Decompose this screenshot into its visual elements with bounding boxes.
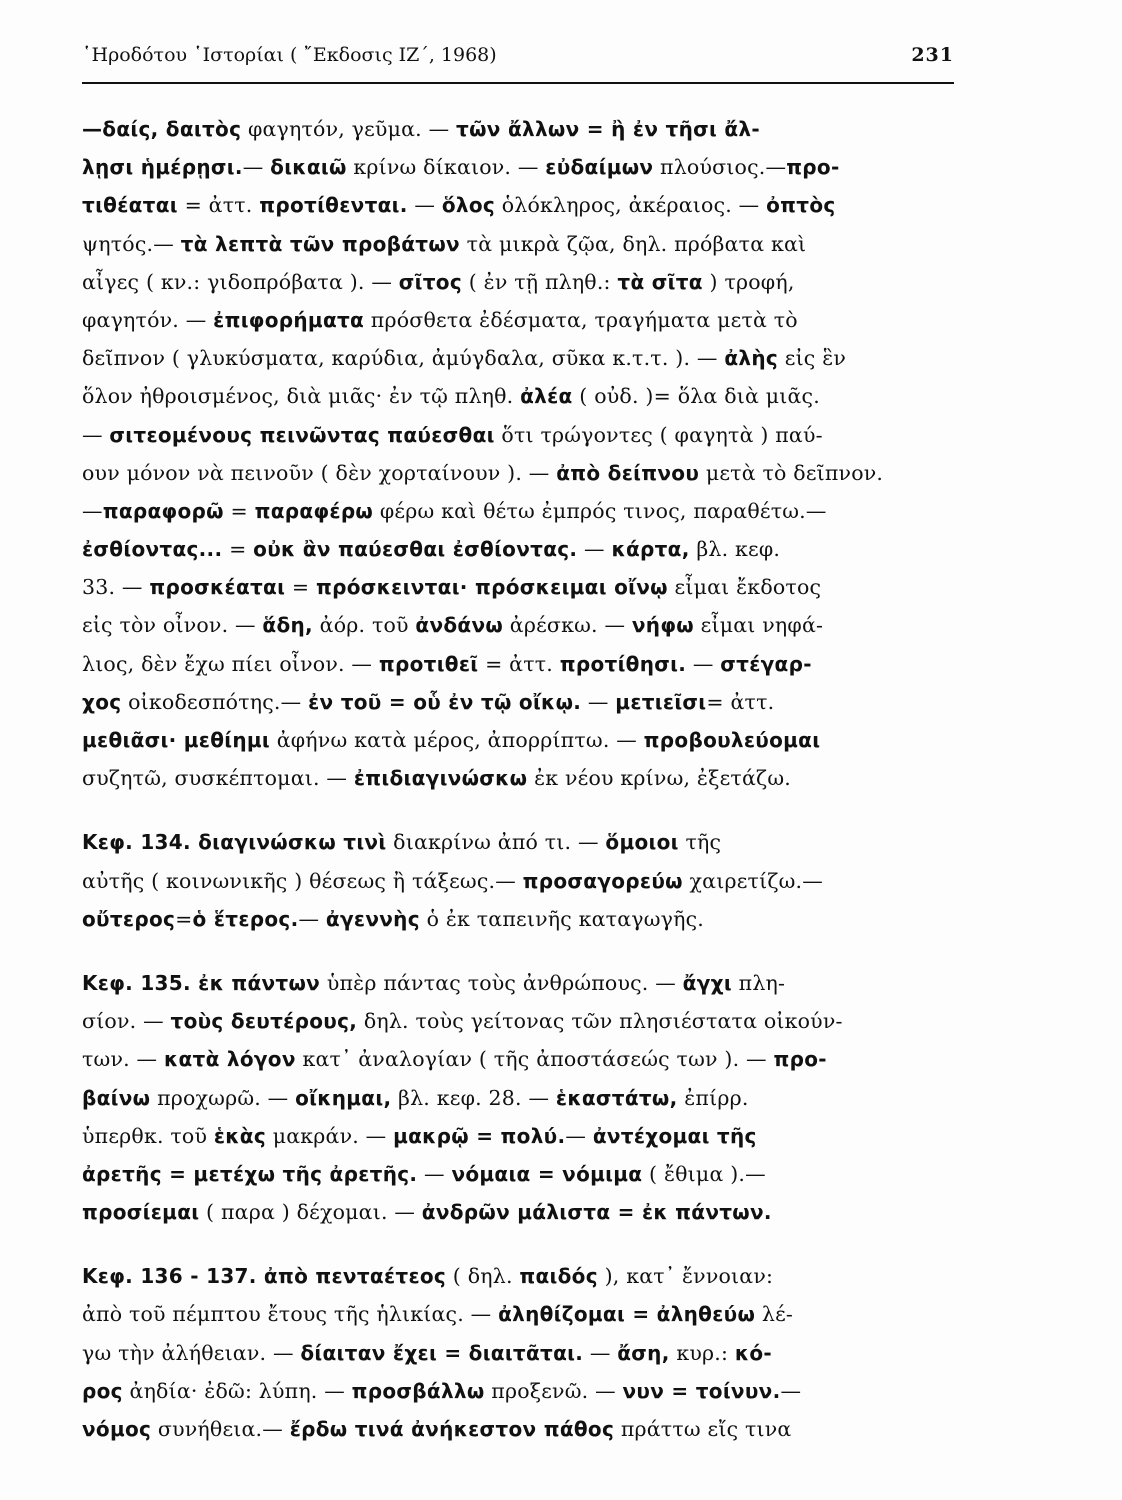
gloss-text: ) τροφή,: [702, 269, 795, 294]
gloss-text: —: [577, 537, 612, 562]
headword: ὅμοιοι: [605, 830, 679, 855]
text-line: [82, 186, 967, 224]
gloss-text: ὑπὲρ πάντας τοὺς ἀνθρώπους. —: [320, 970, 683, 995]
gloss-text: εἶμαι ἔκδοτος: [667, 575, 822, 600]
headword: πρόσκεινται· πρόσκειμαι οἴνῳ: [316, 575, 668, 600]
headword: ἀρετῆς = μετέχω τῆς ἀρετῆς.: [82, 1161, 418, 1186]
gloss-text: ( δηλ.: [446, 1264, 520, 1289]
text-line: [82, 225, 967, 263]
gloss-text: ( ἔθιμα ).—: [642, 1161, 766, 1186]
gloss-text: φέρω καὶ θέτω ἐμπρός τινος, παραθέτω.—: [373, 498, 827, 523]
headword: ἔρδω τινά ἀνήκεστον πάθος: [289, 1417, 615, 1441]
headword: ἀληθίζομαι = ἀληθεύω: [498, 1302, 756, 1327]
text-line: [82, 492, 967, 530]
gloss-text: ἀρέσκω. —: [503, 613, 632, 638]
headword: νόμαια = νόμιμα: [451, 1161, 643, 1186]
headword: προτίθησι.: [559, 651, 687, 676]
headword: Κεφ. 135. ἐκ πάντων: [82, 970, 321, 995]
headword: Κεφ. 134. διαγινώσκω τινὶ: [82, 830, 387, 855]
gloss-text: —: [565, 1123, 593, 1148]
headword: τιθέαται: [82, 193, 178, 218]
running-title: ῾Ηροδότου ῾Ιστορίαι ( ῎Εκδοσις ΙΖ΄, 1968): [82, 44, 497, 66]
gloss-text: —: [82, 498, 103, 523]
text-line: [82, 568, 967, 606]
headword: ὅλος: [441, 193, 496, 218]
text-line: [82, 1410, 967, 1448]
gloss-text: ὅτι τρώγοντες ( φαγητὰ ) παύ-: [494, 422, 823, 447]
gloss-text: = ἀττ.: [478, 651, 560, 676]
text-line: [82, 1257, 967, 1295]
headword: οὔτερος: [82, 906, 176, 931]
gloss-text: συζητῶ, συσκέπτομαι. —: [82, 766, 354, 791]
text-line: [82, 416, 967, 454]
gloss-text: λιος, δὲν ἔχω πίει οἶνον. —: [82, 651, 379, 676]
gloss-text: ( ἐν τῇ πληθ.:: [462, 269, 618, 294]
headword: νόμος: [82, 1417, 152, 1441]
gloss-text: =: [223, 498, 255, 523]
headword: λῃσι ἡμέρῃσι.: [82, 155, 243, 180]
headword: τῶν ἄλλων = ἢ ἐν τῆσι ἄλ-: [456, 117, 760, 141]
headword: προσαγορεύω: [522, 868, 683, 893]
headword: προβουλεύομαι: [643, 728, 821, 752]
headword: ἀπὸ δείπνου: [556, 460, 700, 485]
headword: σιτεομένους πεινῶντας παύεσθαι: [109, 422, 495, 447]
gloss-text: πράττω εἴς τινα: [614, 1417, 792, 1441]
gloss-text: εἰς τὸν οἶνον. —: [82, 613, 263, 638]
headword: προ-: [773, 1047, 827, 1072]
gloss-text: διακρίνω ἀπό τι. —: [386, 830, 606, 855]
gloss-text: ( παρα ) δέχομαι. —: [199, 1200, 422, 1225]
gloss-text: βλ. κεφ. 28. —: [391, 1085, 556, 1110]
headword: οὐκ ἂν παύεσθαι ἐσθίοντας.: [253, 537, 578, 562]
gloss-text: —: [407, 193, 442, 218]
headword: ἀνδρῶν μάλιστα = ἐκ πάντων.: [421, 1200, 772, 1225]
text-line: [82, 1193, 967, 1231]
gloss-text: ἀπὸ τοῦ πέμπτου ἔτους τῆς ἡλικίας. —: [82, 1302, 499, 1327]
gloss-text: των. —: [82, 1047, 164, 1072]
headword: μετιεῖσι: [615, 689, 707, 714]
headword: προσκέαται: [149, 575, 286, 600]
gloss-text: πλη-: [731, 970, 786, 995]
headword: ρος: [82, 1378, 123, 1403]
section-ch135: [82, 964, 967, 1231]
gloss-text: 33. —: [82, 575, 150, 600]
gloss-text: ἀηδία· ἐδῶ: λύπη. —: [122, 1378, 352, 1403]
gloss-text: —: [583, 1340, 618, 1365]
gloss-text: —: [780, 1378, 802, 1403]
headword: οἴκημαι,: [295, 1085, 392, 1110]
gloss-text: —: [82, 422, 110, 447]
headword: ἄγχι: [682, 970, 732, 995]
headword: ἑκαστάτω,: [555, 1085, 678, 1110]
headword: ἀντέχομαι τῆς: [592, 1123, 757, 1148]
text-line: [82, 1372, 967, 1410]
text-line: [82, 301, 967, 339]
text-line: [82, 263, 967, 301]
headword: προτίθενται.: [259, 193, 408, 218]
headword: δικαιῶ: [270, 155, 347, 180]
text-line: [82, 1334, 967, 1372]
headword: δίαιταν ἔχει = διαιτᾶται.: [300, 1340, 584, 1365]
gloss-text: ὑπερθκ. τοῦ: [82, 1123, 214, 1148]
headword: εὐδαίμων: [545, 155, 654, 180]
gloss-text: λέ-: [755, 1302, 794, 1327]
text-line: [82, 862, 967, 900]
headword: ἄση,: [617, 1340, 670, 1365]
gloss-text: =: [175, 906, 193, 931]
gloss-text: —: [242, 155, 271, 180]
section-ch136-137: [82, 1257, 967, 1448]
text-line: [82, 377, 967, 415]
headword: τὰ σῖτα: [617, 269, 703, 294]
section-ch134: [82, 823, 967, 938]
gloss-text: πλούσιος.—: [653, 155, 787, 180]
text-line: [82, 964, 967, 1002]
gloss-text: ὁλόκληρος, ἀκέραιος. —: [495, 193, 767, 218]
gloss-text: ουν μόνον νὰ πεινοῦν ( δὲν χορταίνουν ). —: [82, 460, 557, 485]
text-line: [82, 530, 967, 568]
headword: μακρῷ = πολύ.: [393, 1123, 566, 1148]
text-line: [82, 1040, 967, 1078]
headword: παραφέρω: [254, 498, 374, 523]
gloss-text: σίον. —: [82, 1009, 171, 1034]
gloss-text: αὐτῆς ( κοινωνικῆς ) θέσεως ἢ τάξεως.—: [82, 868, 523, 893]
gloss-text: =: [222, 537, 254, 562]
running-header: [82, 44, 954, 66]
headword: —δαίς, δαιτὸς: [82, 117, 242, 141]
gloss-text: μετὰ τὸ δεῖπνον.: [699, 460, 884, 485]
gloss-text: = ἀττ.: [177, 193, 260, 218]
gloss-text: εἶμαι νηφά-: [693, 613, 824, 638]
gloss-text: τῆς: [678, 830, 722, 855]
text-line: [82, 683, 967, 721]
gloss-text: εἰς ἓν: [778, 346, 847, 371]
headword: τοὺς δευτέρους,: [170, 1009, 358, 1034]
gloss-text: κατ᾽ ἀναλογίαν ( τῆς ἀποστάσεώς των ). —: [295, 1047, 774, 1072]
gloss-text: ἐπίρρ.: [677, 1085, 749, 1110]
headword: νήφω: [631, 613, 694, 638]
headword: ἐπιδιαγινώσκω: [353, 766, 528, 791]
headword: ἀγεννὴς: [325, 906, 420, 931]
headword: νυν = τοίνυν.: [622, 1378, 781, 1403]
gloss-text: κρίνω δίκαιον. —: [346, 155, 546, 180]
headword: ἐσθίοντας...: [82, 537, 223, 562]
gloss-text: =: [285, 575, 316, 600]
gloss-text: —: [417, 1161, 452, 1186]
text-line: [82, 454, 967, 492]
text-line: [82, 900, 967, 938]
gloss-text: κυρ.:: [669, 1340, 735, 1365]
gloss-text: δεῖπνον ( γλυκύσματα, καρύδια, ἀμύγδαλα, σῦκα κ.τ.τ. ). —: [82, 346, 725, 371]
gloss-text: δηλ. τοὺς γείτονας τῶν πλησιέστατα οἰκούν-: [357, 1009, 843, 1034]
gloss-text: χαιρετίζω.—: [682, 868, 823, 893]
text-line: [82, 823, 967, 861]
headword: χος: [82, 689, 122, 714]
text-line: [82, 1079, 967, 1117]
gloss-text: ( οὐδ. )= ὅλα διὰ μιᾶς.: [572, 384, 820, 409]
page-body: [82, 110, 967, 1474]
gloss-text: προξενῶ. —: [484, 1378, 623, 1403]
text-line: [82, 645, 967, 683]
gloss-text: φαγητόν. —: [82, 307, 214, 332]
text-line: [82, 148, 967, 186]
headword: προσίεμαι: [82, 1200, 200, 1225]
text-line: [82, 759, 967, 797]
gloss-text: ὁ ἐκ ταπεινῆς καταγωγῆς.: [419, 906, 704, 931]
gloss-text: ψητός.—: [82, 231, 181, 256]
gloss-text: συνήθεια.—: [151, 1417, 290, 1441]
headword: τὰ λεπτὰ τῶν προβάτων: [180, 231, 460, 256]
text-line: [82, 606, 967, 644]
headword: σῖτος: [398, 269, 462, 294]
page-number: 231: [911, 44, 954, 66]
headword: προτιθεῖ: [378, 651, 479, 676]
headword: ἀλὴς: [724, 346, 779, 371]
gloss-text: γω τὴν ἀλήθειαν. —: [82, 1340, 301, 1365]
gloss-text: ὅλον ἠθροισμένος, διὰ μιᾶς· ἐν τῷ πληθ.: [82, 384, 521, 409]
headword: παραφορῶ: [102, 498, 224, 523]
headword: ἀλέα: [520, 384, 573, 409]
headword: ὀπτὸς: [766, 193, 836, 218]
section-ch133: [82, 110, 967, 797]
headword: κατὰ λόγον: [163, 1047, 296, 1072]
gloss-text: πρόσθετα ἐδέσματα, τραγήματα μετὰ τὸ: [364, 307, 798, 332]
text-line: [82, 1155, 967, 1193]
headword: μεθιᾶσι· μεθίημι: [82, 728, 270, 752]
headword: ἀνδάνω: [415, 613, 504, 638]
gloss-text: ἀόρ. τοῦ: [312, 613, 416, 638]
gloss-text: φαγητόν, γεῦμα. —: [241, 117, 457, 141]
headword: κάρτα,: [611, 537, 690, 562]
gloss-text: = ἀττ.: [706, 689, 775, 714]
headword: ἑκὰς: [213, 1123, 266, 1148]
headword: ἐπιφορήματα: [213, 307, 365, 332]
headword: βαίνω: [82, 1085, 151, 1110]
headword: παιδός: [519, 1264, 598, 1289]
headword: ὁ ἕτερος.: [192, 906, 299, 931]
gloss-text: μακράν. —: [266, 1123, 394, 1148]
headword: ἐν τοῦ = οὗ ἐν τῷ οἴκῳ.: [308, 689, 582, 714]
gloss-text: ), κατ᾽ ἔννοιαν:: [597, 1264, 774, 1289]
gloss-text: προχωρῶ. —: [150, 1085, 296, 1110]
gloss-text: —: [581, 689, 616, 714]
text-line: [82, 110, 967, 148]
gloss-text: ἀφήνω κατὰ μέρος, ἀπορρίπτω. —: [269, 728, 644, 752]
headword: Κεφ. 136 - 137. ἀπὸ πενταέτεος: [82, 1264, 447, 1289]
gloss-text: τὰ μικρὰ ζῷα, δηλ. πρόβατα καὶ: [459, 231, 807, 256]
headword: ἅδη,: [262, 613, 313, 638]
gloss-text: ἐκ νέου κρίνω, ἐξετάζω.: [527, 766, 791, 791]
text-line: [82, 339, 967, 377]
gloss-text: αἶγες ( κν.: γιδοπρόβατα ). —: [82, 269, 399, 294]
text-line: [82, 1002, 967, 1040]
headword: προσβάλλω: [351, 1378, 485, 1403]
headword: προ-: [786, 155, 840, 180]
headword: κό-: [734, 1340, 772, 1365]
text-line: [82, 1295, 967, 1333]
headword: στέγαρ-: [720, 651, 812, 676]
gloss-text: —: [298, 906, 326, 931]
gloss-text: —: [686, 651, 721, 676]
gloss-text: οἰκοδεσπότης.—: [121, 689, 309, 714]
text-line: [82, 1117, 967, 1155]
text-line: [82, 721, 967, 759]
gloss-text: βλ. κεφ.: [689, 537, 781, 562]
header-rule: [82, 82, 954, 84]
